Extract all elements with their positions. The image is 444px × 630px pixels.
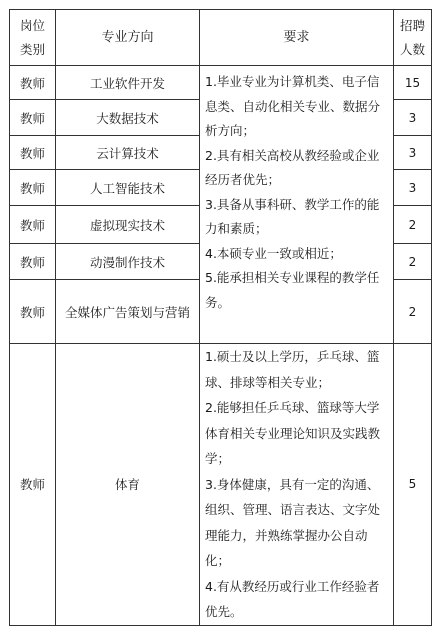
- header-major: 专业方向: [56, 10, 200, 66]
- table-header-row: [10, 10, 432, 66]
- category-cell: 教师: [10, 244, 56, 280]
- category-cell: 教师: [10, 344, 56, 626]
- major-cell: 工业软件开发: [56, 66, 200, 100]
- header-post-category-line2: 类别: [19, 41, 45, 57]
- header-post-category: [10, 10, 56, 66]
- count-cell: 3: [394, 170, 432, 206]
- count-cell: 5: [394, 344, 432, 626]
- requirement-item: 3.身体健康，具有一定的沟通、组织、管理、语言表达、文字处理能力，并熟练掌握办公自动化；: [205, 476, 381, 568]
- major-cell: 虚拟现实技术: [56, 206, 200, 244]
- header-post-category-line1: 岗位: [19, 17, 45, 33]
- requirement-item: 2.具有相关高校从教经验或企业经历者优先；: [205, 147, 380, 187]
- category-cell: 教师: [10, 100, 56, 136]
- it-requirements-cell: [200, 66, 394, 344]
- header-recruit-count-line1: 招聘: [399, 17, 425, 33]
- count-cell: 2: [394, 244, 432, 280]
- sport-requirements-cell: [200, 344, 394, 626]
- major-cell: 动漫制作技术: [56, 244, 200, 280]
- category-cell: 教师: [10, 136, 56, 170]
- count-cell: 15: [394, 66, 432, 100]
- major-cell: 云计算技术: [56, 136, 200, 170]
- recruitment-table: [9, 9, 432, 626]
- header-recruit-count-line2: 人数: [399, 41, 425, 57]
- table-row: [10, 66, 432, 100]
- category-cell: 教师: [10, 280, 56, 344]
- category-cell: 教师: [10, 206, 56, 244]
- requirement-item: 2.能够担任乒乓球、篮球等大学体育相关专业理论知识及实践教学；: [205, 400, 381, 466]
- count-cell: 3: [394, 136, 432, 170]
- category-cell: 教师: [10, 170, 56, 206]
- category-cell: 教师: [10, 66, 56, 100]
- major-cell: 体育: [56, 344, 200, 626]
- requirement-item: 4.本硕专业一致或相近；: [205, 245, 342, 261]
- count-cell: 2: [394, 280, 432, 344]
- major-cell: 人工智能技术: [56, 170, 200, 206]
- count-cell: 2: [394, 206, 432, 244]
- requirement-item: 5.能承担相关专业课程的教学任务。: [205, 270, 380, 310]
- major-cell: 大数据技术: [56, 100, 200, 136]
- count-cell: 3: [394, 100, 432, 136]
- requirement-item: 1.硕士及以上学历，乒乓球、篮球、排球等相关专业；: [205, 349, 380, 390]
- requirement-item: 3.具备从事科研、教学工作的能力和素质；: [205, 196, 380, 236]
- table-row: [10, 344, 432, 626]
- major-cell: 全媒体广告策划与营销: [56, 280, 200, 344]
- requirement-item: 1.毕业专业为计算机类、电子信息类、自动化相关专业、数据分析方向；: [205, 74, 381, 138]
- header-requirements: 要求: [200, 10, 394, 66]
- header-recruit-count: [394, 10, 432, 66]
- requirement-item: 4.有从教经历或行业工作经验者优先。: [205, 578, 380, 619]
